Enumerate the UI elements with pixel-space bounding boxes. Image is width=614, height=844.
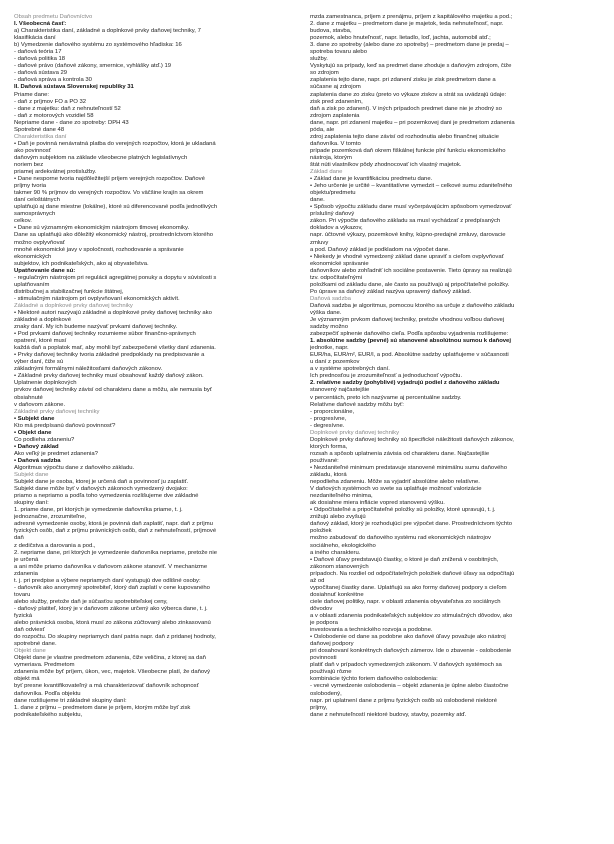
text-line: Spotrebné dane 48 [14, 126, 65, 133]
text-line: základnými formálnymi náležitosťami daňových zákonov. [14, 366, 163, 373]
text-line: V daňových systémoch vo svete sa uplatňuje možnosť valorizácie [310, 486, 482, 493]
text-line: investovania a technického rozvoja a podobne. [310, 627, 433, 634]
text-line: 1. priame dane, pri ktorých je vymedzenie daňovníka priame, t. j. [14, 507, 183, 514]
text-line: daňový základ, ktorý je rozhodujúci pre výpočet dane. Prostredníctvom týchto [310, 521, 513, 528]
text-line: • Základné prvky daňovej techniky musí obsahovať každý daňový zákon. [14, 373, 204, 380]
text-line: súčasne aj zdrojom [310, 84, 361, 91]
text-line: ktorých forma, [310, 443, 348, 450]
text-line: daň a zisk po zdanení). V iných prípadoch predmet dane nie je zhodný so [310, 105, 502, 112]
section-heading: Základné a doplnkové prvky daňovej techniky [14, 302, 133, 309]
text-line: základu, ktorá [310, 472, 347, 479]
text-line: zdrojom zaplatenia [310, 112, 360, 119]
text-line: Daňová sadzba je algoritmus, pomocou ktorého sa určuje z daňového základu [310, 302, 515, 309]
text-line: príslušný daňový [310, 211, 355, 218]
section-heading: Charakteristika daní [14, 133, 67, 140]
text-line: zákon. Pri výpočte daňového základu sa musí vychádzať z predpísaných [310, 218, 501, 225]
text-line: uplatňujú aj dane miestne (lokálne), ktoré sú diferencované podľa jednotlivých [14, 204, 218, 211]
text-line: daní celoštátnych [14, 197, 60, 204]
text-line: • Daňové úľavy predstavujú čiastky, o ktoré je daň znížená v osobitných, [310, 556, 499, 563]
text-line: a iného charakteru. [310, 549, 361, 556]
text-line: uplatňovaním [14, 281, 50, 288]
text-line: samosprávnych [14, 211, 56, 218]
text-line: Dane sa uplatňujú ako dôležitý ekonomický nástroj, prostredníctvom ktorého [14, 232, 214, 239]
text-line: - daňové právo (daňové zákony, smernice, vyhlášky atď.) 19 [14, 63, 172, 70]
text-line: rozsah a spôsob uplatnenia závisia od charakteru dane. Najčastejšie [310, 450, 490, 457]
text-line: možno zabudovať do daňového systému rad ekonomických nástrojov [310, 535, 491, 542]
text-line: alebo služby, pretože daň je súčasťou spotrebiteľskej ceny, [14, 598, 168, 605]
text-line: povinnosti [310, 655, 337, 662]
text-line: položiek [310, 528, 332, 535]
text-line: I. Všeobecná časť: [14, 21, 67, 28]
text-line: Úpatňovanie dane sú: [14, 267, 76, 274]
text-line: platiť daň v prípadoch vymedzených zákonom. V daňových systémoch sa [310, 662, 502, 669]
text-line: pri dosahovaní konkrétnych daňových zámerov. Ide o zbavenie - oslobodenie [310, 648, 512, 655]
text-line: fyzická [14, 612, 33, 619]
text-line: znaky daní. My ich budeme nazývať prvkami daňovej techniky. [14, 324, 178, 331]
text-line: 2. nepriame dane, pri ktorých je vymedzenie daňovníka nepriame, pretože nie [14, 549, 218, 556]
text-line: • Objekt dane [14, 429, 52, 436]
text-line: objektu/predmetu [310, 190, 356, 197]
text-line: 1. absolútne sadzby (pevné) sú stanovené absolútnou sumou k daňovej [310, 338, 511, 345]
text-line: používané: [310, 457, 339, 464]
text-line: Je významným prvkom daňovej techniky, pretože vhodnou voľbou daňovej [310, 317, 505, 324]
text-line: je podpora [310, 620, 338, 627]
text-line: a ani môže priamo daňovníka v daňovom zákone stanoviť. V mechanizme [14, 563, 208, 570]
text-line: daňovníkov alebo zohľadniť ich sociálne postavenie. Tieto úpravy sa realizujú [310, 267, 512, 274]
text-line: v daňovom zákone. [14, 401, 66, 408]
text-line: budova, stavba, [310, 28, 352, 35]
text-line: prvkov daňovej techniky závisí od charakteru dane a môžu, ale nemusia byť [14, 387, 213, 394]
text-line: vypočítanej čiastky dane. Uplatňujú sa ako formy daňovej podpory s cieľom [310, 584, 507, 591]
text-line: v percentách, preto ich nazývame aj percentuálne sadzby. [310, 394, 462, 401]
text-line: výška dane. [310, 309, 342, 316]
text-line: ekonomických [14, 253, 52, 260]
text-line: u daní z pozemkov [310, 359, 360, 366]
section-heading: Daňová sadzba [310, 295, 351, 302]
text-line: zákonom stanovených [310, 563, 369, 570]
text-line: zdroj zaplatenia tejto dane závisí od rozhodnutia alebo finančnej situácie [310, 133, 499, 140]
text-line: a v systéme spotrebných daní. [310, 366, 390, 373]
text-line: • Prvky daňovej techniky tvoria základné predpoklady na predpisovanie a [14, 352, 205, 359]
text-line: - proporcionálne, [310, 408, 355, 415]
text-line: príjmy tvoria [14, 183, 47, 190]
text-line: dokladov a výkazov, [310, 225, 363, 232]
text-line: daň odviesť [14, 627, 45, 634]
text-line: prípade pozemková daň okrem fiškálnej funkcie plní funkciu ekonomického [310, 147, 506, 154]
text-line: tovaru [14, 591, 31, 598]
text-line: daňovníka. V tomto [310, 140, 361, 147]
text-line: položkami od základu dane, ale často sa používajú aj pripočítateľné položky. [310, 281, 510, 288]
section-heading: Doplnkové prvky daňovej techniky [310, 429, 400, 436]
text-line: jednotke, napr. [310, 345, 349, 352]
text-line: • Dane nesporne tvoria najdôležitejší príjem verejných rozpočtov. Daňové [14, 176, 205, 183]
text-line: zdanenia môže byť príjem, úkon, vec, majetok. Všeobecne platí, že daňový [14, 669, 211, 676]
text-line: daňovníka. Podľa objektu [14, 690, 81, 697]
text-line: Objekt dane je vlastne predmetom zdanenia, čiže veličina, z ktorej sa daň [14, 655, 206, 662]
text-line: - daň z príjmov FO a PO 32 [14, 98, 87, 105]
text-line: a) Charakteristika daní, základné a doplnkové prvky daňovej techniky, 7 [14, 28, 201, 35]
text-line: jednoznačne, zrozumiteľne, [14, 514, 87, 521]
text-line: napr. účtovné výkazy, pozemkové knihy, kúpno-predajné zmluvy, darovacie [310, 232, 506, 239]
text-line: ak dosiahne miera inflácie vopred stanovenú výšku. [310, 500, 445, 507]
text-line: objekt má [14, 676, 40, 683]
text-line: je určená [14, 556, 39, 563]
text-line: - degresívne. [310, 422, 345, 429]
text-line: 2. dane z majetku – predmetom dane je majetok, teda nehnuteľnosť, napr. [310, 21, 504, 28]
text-line: • Spôsob výpočtu základu dane musí vyčerpávajúcim spôsobom vymedzovať [310, 204, 512, 211]
text-line: ako povinnosť [14, 147, 51, 154]
text-line: kombinácie týchto foriem daňového oslobodenia: [310, 676, 438, 683]
text-line: - vecné vymedzenie oslobodenia – objekt zdanenia je úplne alebo čiastočne [310, 683, 509, 690]
text-line: Priame dane: [14, 91, 50, 98]
text-line: sadzby možno [310, 324, 348, 331]
text-line: Ako veľký je predmet zdanenia? [14, 450, 98, 457]
text-line: ekonomické správanie [310, 260, 369, 267]
text-line: z dedičstva a darovania a pod., [14, 542, 96, 549]
text-line: tzv. odpočítateľnými [310, 274, 363, 281]
text-line: možno ovplyvňovať [14, 239, 65, 246]
text-line: základné a doplnkové [14, 317, 71, 324]
text-line: fyzických osôb, daň z príjmu právnických osôb, daň z nehnuteľností, príjmové [14, 528, 217, 535]
text-line: spotrebné dane. [14, 641, 57, 648]
text-line: až od [310, 577, 325, 584]
text-line: mzda zamestnanca, príjem z prenájmu, príjem z kapitálového majetku a pod.; [310, 14, 513, 20]
section-heading: Objekt dane [14, 648, 46, 655]
text-line: Nepriame dane - dane zo spotreby: DPH 43 [14, 119, 129, 126]
section-heading: Základné prvky daňovej techniky [14, 408, 100, 415]
text-line: daňovej podpory [310, 641, 354, 648]
text-line: celkov. [14, 218, 32, 225]
text-line: zdanenia [14, 570, 38, 577]
text-line: 3. dane zo spotreby (alebo dane zo spotreby) – predmetom dane je predaj – [310, 42, 509, 49]
text-line: zabezpečiť splnenie daňového cieľa. Podľa spôsobu vyjadrenia rozlišujeme: [310, 331, 509, 338]
text-line: oslobodený, [310, 690, 342, 697]
text-line: dôvodov [310, 605, 333, 612]
section-heading: Obsah predmetu Daňovníctvo [14, 14, 93, 20]
text-line: - daň z motorových vozidiel 58 [14, 112, 94, 119]
text-line: Vyskytujú sa prípady, keď sa predmet dane zhoduje s daňovým zdrojom, čiže [310, 63, 512, 70]
text-line: - stimulačným nástrojom pri ovplyvňovaní ekonomických aktivít. [14, 295, 180, 302]
text-line: adresné vymedzenie osoby, ktorá je povinná daň zaplatiť, napr. daň z príjmu [14, 521, 213, 528]
text-line: Kto má predpísanú daňovú povinnosť? [14, 422, 116, 429]
text-line: stanovený najčastejšie [310, 387, 370, 394]
text-line: • Pod prvkami daňovej techniky rozumieme súbor finančno-správnych [14, 331, 196, 338]
text-line: • Daňový základ [14, 443, 59, 450]
text-line: daň [14, 535, 24, 542]
text-line: Uplatnenie doplnkových [14, 380, 77, 387]
text-line: - daňovník ako anonymný spotrebiteľ, ktorý daň zaplatí v cene kupovaného [14, 584, 210, 591]
text-line: byť presne kvantifikovateľný a má charakterizovať daňovník schopnosť [14, 683, 199, 690]
text-line: Subjekt dane je osoba, ktorej je určená daň a povinnosť ju zaplatiť. [14, 479, 189, 486]
text-line: používajú rôzne [310, 669, 352, 676]
text-line: nástroja, ktorým [310, 154, 352, 161]
text-line: vymeriava. Predmetom [14, 662, 75, 669]
text-line: so zdrojom [310, 70, 339, 77]
text-line: - daňová politika 18 [14, 56, 66, 63]
right-text-column [310, 14, 606, 840]
text-line: Doplnkové prvky daňovej techniky sú špecifické náležitosti daňových zákonov, [310, 436, 514, 443]
text-line: b) Vymedzenie daňového systému zo systémového hľadiska: 16 [14, 42, 182, 49]
text-line: póda, ale [310, 126, 335, 133]
text-line: 2. relatívne sadzby (pohyblivé) vyjadrujú podiel z daňového základu [310, 380, 500, 387]
text-line: • Subjekt dane [14, 415, 55, 422]
text-line: - daňová správa a kontrola 30 [14, 77, 92, 84]
text-line: a pod. Daňový základ je podkladom na výpočet dane. [310, 246, 450, 253]
text-line: napr. pri uplatnení dane z príjmu fyzických osôb sú oslobodené niektoré [310, 697, 497, 704]
text-line: zmluvy [310, 239, 329, 246]
text-line: daňovým subjektom na základe všeobecne platných legislatívnych [14, 154, 188, 161]
text-line: znižujú alebo zvyšujú [310, 514, 366, 521]
text-line: sociálneho, ekologického [310, 542, 376, 549]
text-line: • Odpočítateľné a pripočítateľné položky sú položky, ktoré upravujú, t. j. [310, 507, 496, 514]
text-line: zaplatenia tejto dane, napr. pri zdanení zisku je zisk predmetom dane a [310, 77, 496, 84]
text-line: zisk pred zdanením, [310, 98, 363, 105]
text-line: Algoritmus výpočtu dane z daňového základu. [14, 465, 135, 471]
text-line: a v oblasti zdanenia podnikateľských subjektov zo stimulačných dôvodov, ako [310, 612, 513, 619]
text-line: dane. [310, 197, 325, 204]
text-line: skupiny daní: [14, 500, 49, 507]
text-line: Čo podlieha zdaneniu? [14, 436, 75, 443]
text-line: - daňová sústava 29 [14, 70, 68, 77]
text-line: • Jeho určenie je určité – kvantitatívne vymedzit – celkové sumu zdaniteľného [310, 183, 513, 190]
text-line: pozemok, alebo hnuteľnosť, napr. lietadlo, loď, jachta, automobil atď.; [310, 35, 491, 42]
text-line: • Dane sú významným ekonomickým nástrojom tlmovej ekonomiky. [14, 225, 190, 232]
text-line: nezdaniteľného minima, [310, 493, 373, 500]
text-line: • Niektoré autori nazývajú základné a doplnkové prvky daňovej techniky ako [14, 309, 212, 316]
text-line: - dane z majetku: daň z nehnuteľností 52 [14, 105, 121, 112]
text-line: Po úprave sa daňový základ nazýva upravený daňový základ. [310, 288, 472, 295]
text-line: EUR/ha, EUR/m², EUR/l, a pod. Absolútne sadzby uplatňujeme v súčasnosti [310, 352, 509, 359]
text-line: Subjekt dane môže byť v daňových zákonoch vymedzený dvojako: [14, 486, 188, 493]
text-line: podnikateľského subjektu, [14, 711, 83, 718]
text-line: priamej ardekvátnej protislužby. [14, 169, 97, 176]
text-line: distribučnej a stabilizačnej funkcie štátnej, [14, 288, 124, 295]
text-line: noriem bez [14, 161, 44, 168]
text-line: II. Daňová sústava Slovenskej republiky 31 [14, 84, 134, 91]
text-line: dane z nehnuteľností niektoré budovy, stavby, pozemky atď. [310, 711, 467, 718]
text-line: Ich prednosťou je zrozumiteľnosť a jednoduchosť výpočtu. [310, 373, 463, 380]
text-line: t. j. pri predpise a výbere nepriamych daní vystupujú dve odlišné osoby: [14, 577, 201, 584]
text-line: 1. dane z príjmu – predmetom dane je príjem, ktorým môže byť zisk [14, 704, 191, 711]
left-text-column [14, 14, 310, 840]
text-line: - daňový platiteľ, ktorý je v daňovom zákone určený ako výberca dane, t. j. [14, 605, 208, 612]
text-line: služby. [310, 56, 328, 63]
text-line: • Daňová sadzba [14, 457, 61, 464]
text-line: - progresívne, [310, 415, 347, 422]
text-line: prípadoch. Na rozdiel od odpočítateľných položiek daňové úľavy sa odpočítajú [310, 570, 515, 577]
text-line: výber daní, čiže sú [14, 359, 64, 366]
text-line: subjektov, ich podnikateľských, ako aj obyvateľstva. [14, 260, 149, 267]
text-line: takmer 90 % príjmov do verejných rozpočtov. Vo väčšine krajín sa okrem [14, 190, 204, 197]
text-line: opatrení, ktoré musí [14, 338, 67, 345]
text-line: dane, napr. pri zdanení majetku – pri pozemkovej dani je predmetom zdanenia [310, 119, 515, 126]
text-line: príjmy, [310, 704, 328, 711]
text-line: zaplatenia dane zo zisku (preto vo výkaze ziskov a strát sa uvádzajú údaje: [310, 91, 507, 98]
text-line: • Základ dane je kvantifikáciou predmetu dane. [310, 176, 433, 183]
text-line: - regulačným nástrojom pri regulácii agregátnej ponuky a dopytu v súvislosti s [14, 274, 217, 281]
text-line: štát núti vlastníkov pôdy zhodnocovať ich vlastný majetok. [310, 161, 462, 168]
text-line: dosiahnuť konkrétne [310, 591, 364, 598]
section-heading: Základ dane [310, 169, 343, 176]
text-line: ciele daňovej politiky, napr. v oblasti zdanenia obyvateľstva zo sociálnych [310, 598, 501, 605]
text-line: • Daň je povinná nenávratná platba do verejných rozpočtov, ktorá je ukladaná [14, 140, 216, 147]
text-line: Relatívne daňové sadzby môžu byť: [310, 401, 404, 408]
text-line: • Niekedy je vhodné vymedzený základ dane upraviť s cieľom ovplyvňovať [310, 253, 504, 260]
text-line: alebo právnická osoba, ktorá musí zo zákona zúčtovaný alebo zinkasovanú [14, 620, 211, 627]
text-line: priamo a nepriamo a podľa toho vymedzenia rozlišujeme dve základné [14, 493, 199, 500]
text-line: - daňová teória 17 [14, 49, 62, 56]
text-line: dane rozlišujeme tri základné skupiny daní: [14, 697, 127, 704]
text-line: • Oslobodenie od dane sa podobne ako daňové úľavy považuje ako nástroj [310, 634, 506, 641]
text-line: do rozpočtu. Do skupiny nepriamych daní patria napr. daň z pridanej hodnoty, [14, 634, 216, 641]
text-line: klasifikácia daní [14, 35, 56, 42]
text-line: obsiahnuté [14, 394, 43, 401]
text-line: • Nezdaniteľné minimum predstavuje stanovené minimálnu sumu daňového [310, 465, 507, 471]
text-line: každá daň a poplatok mať, aby mohli byť zabezpečené všetky daní zdanenia. [14, 345, 216, 352]
section-heading: Subjekt dane [14, 472, 49, 479]
text-line: spotreba tovaru alebo [310, 49, 367, 56]
text-line: mnohé ekonomické javy v spoločnosti, rozhodovanie a správanie [14, 246, 184, 253]
text-line: nepodlieha zdaneniu. Môže sa vyjadriť absolútne alebo relatívne. [310, 479, 480, 486]
